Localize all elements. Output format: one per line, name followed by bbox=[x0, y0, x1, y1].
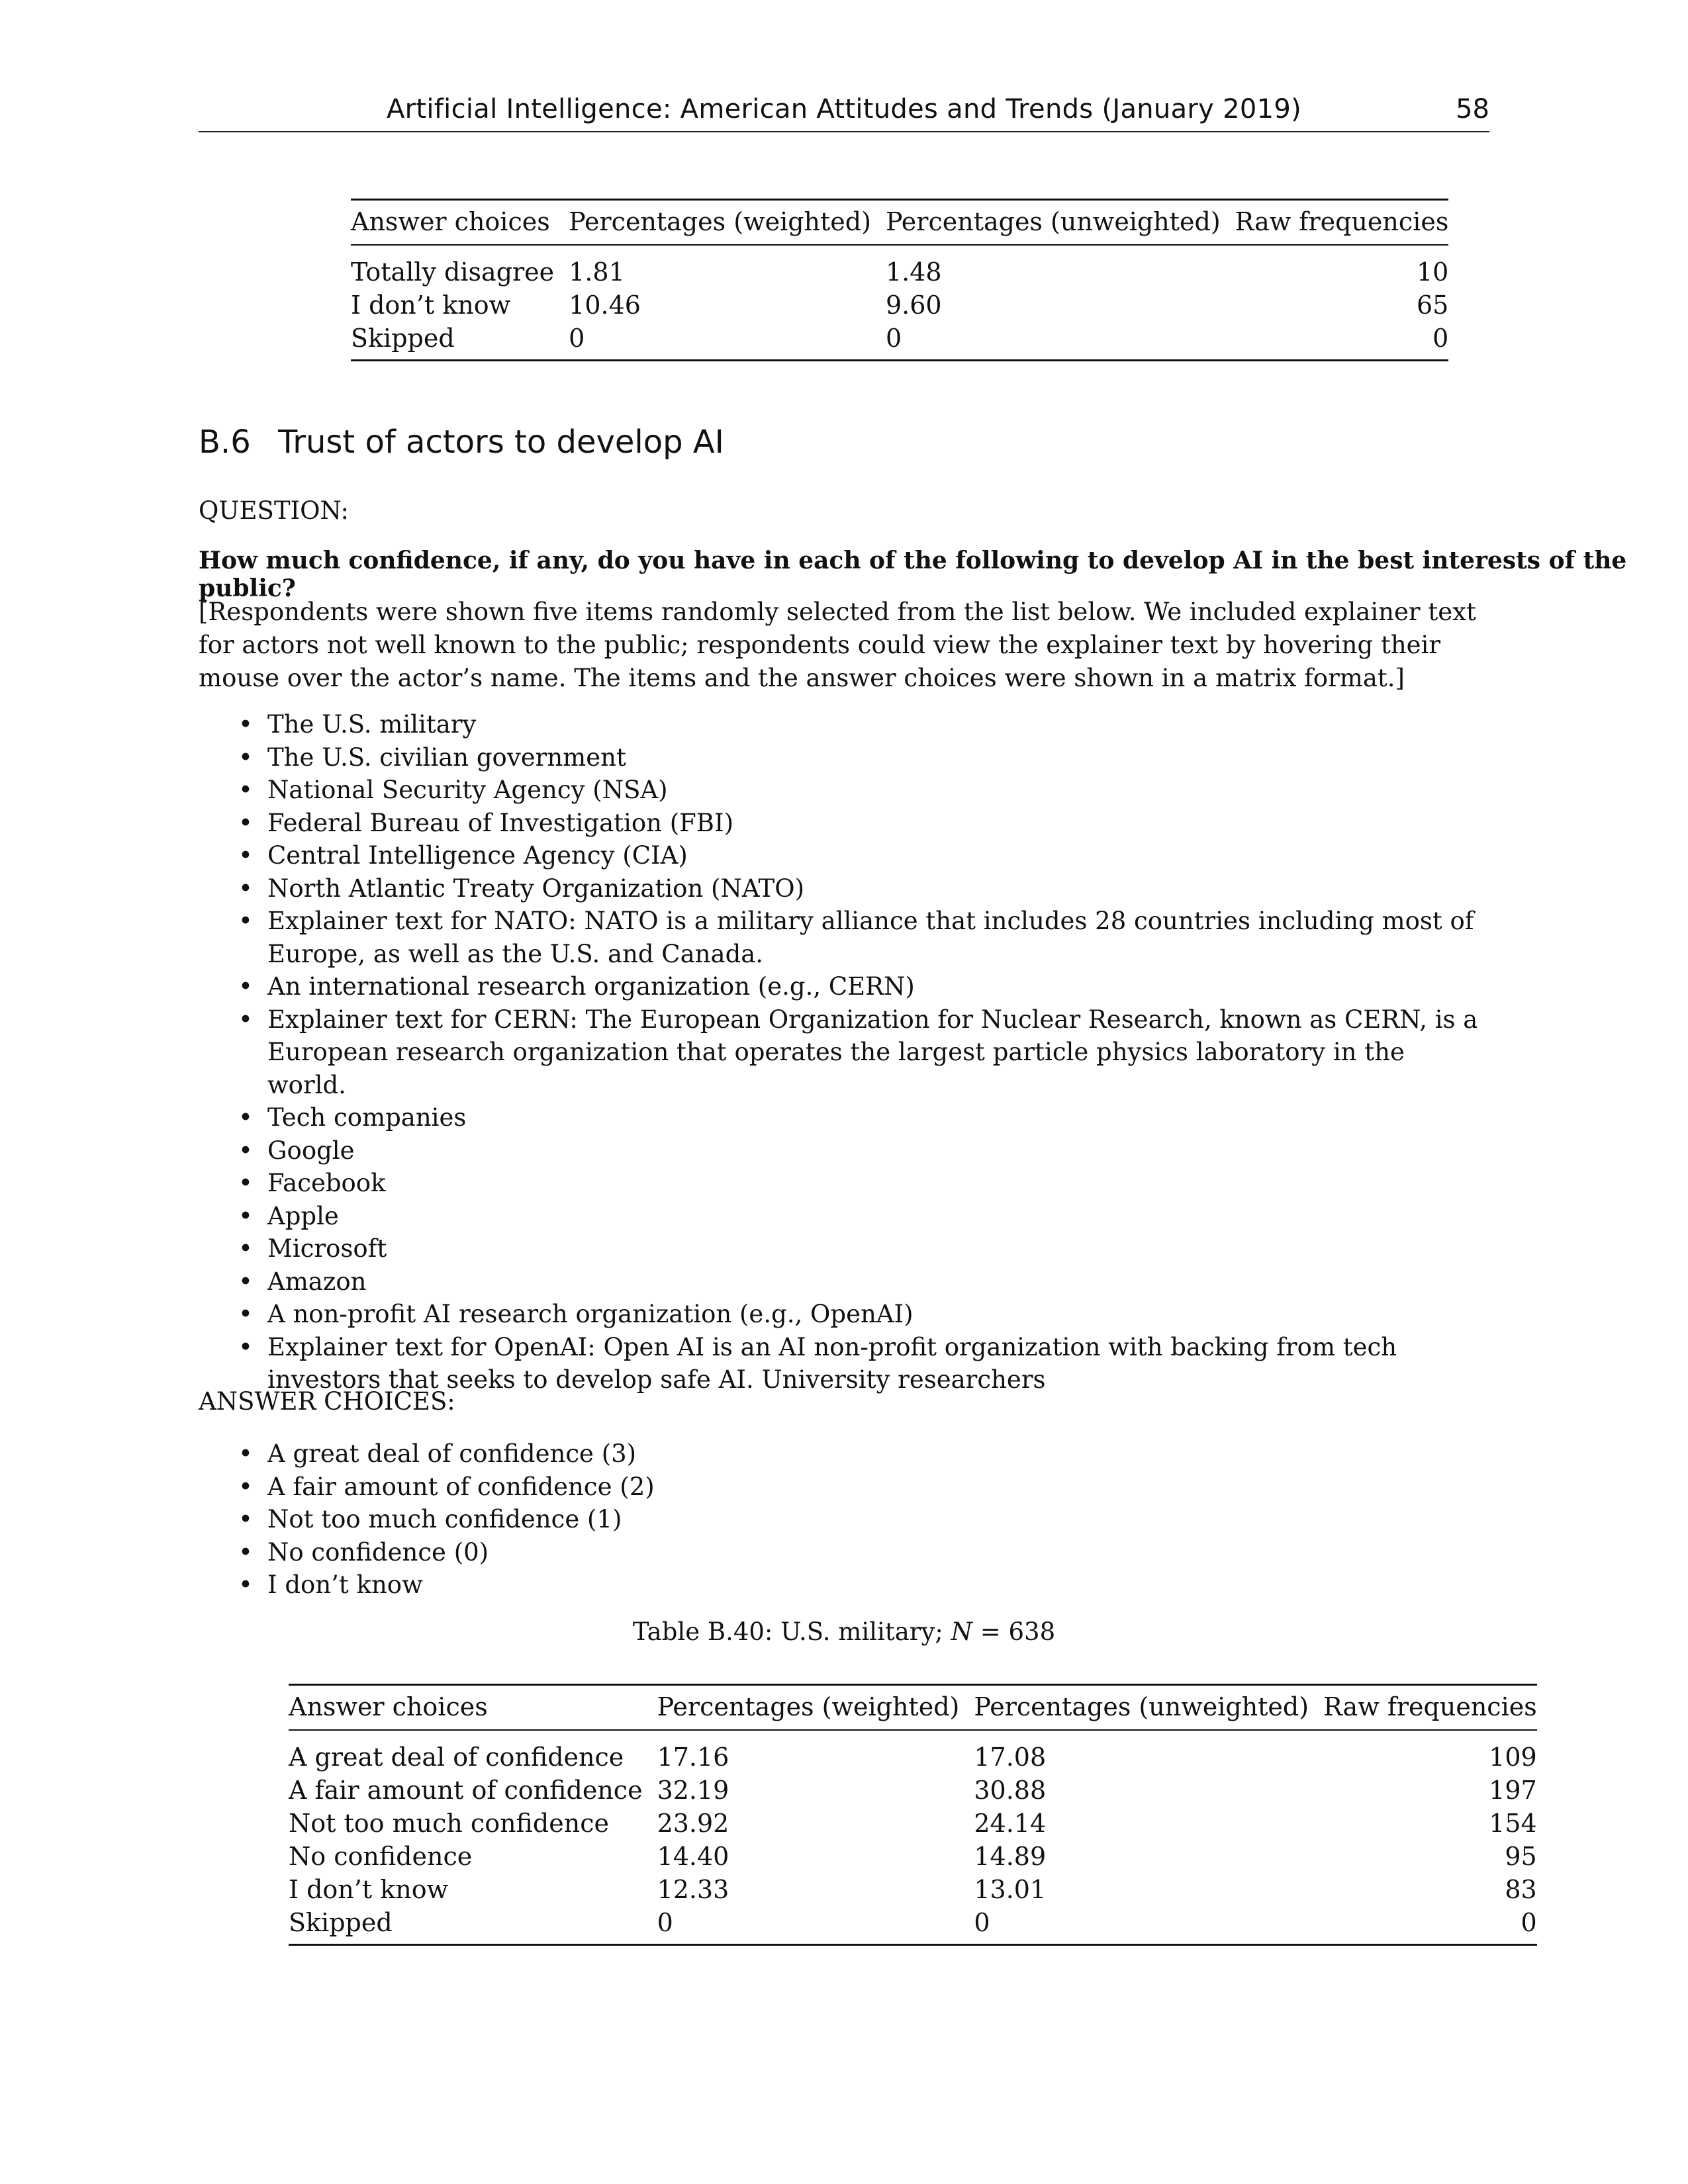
column-header: Percentages (unweighted) bbox=[885, 207, 1221, 236]
list-item: • National Security Agency (NSA) bbox=[238, 774, 1489, 807]
table-cell: I don’t know bbox=[289, 1875, 449, 1904]
list-item: • A non-profit AI research organization (e.g., OpenAI) bbox=[238, 1298, 1489, 1331]
column-header: Percentages (unweighted) bbox=[974, 1692, 1309, 1721]
table-row bbox=[289, 1840, 1537, 1873]
table-cell: 0 bbox=[1432, 324, 1449, 353]
table-cell: 0 bbox=[569, 324, 585, 353]
table-cell: 109 bbox=[1489, 1743, 1537, 1772]
section-number: B.6 bbox=[199, 424, 251, 461]
table-cell: 0 bbox=[885, 324, 902, 353]
table-cell: 154 bbox=[1489, 1809, 1537, 1838]
previous-results-table bbox=[351, 199, 1448, 361]
table-cell: 197 bbox=[1489, 1776, 1537, 1805]
list-item: • An international research organization (e.g., CERN) bbox=[238, 970, 1489, 1003]
list-item: • Explainer text for NATO: NATO is a military alliance that includes 28 countries including most of Europe, as well as the U.S. and Canada. bbox=[238, 905, 1489, 970]
bullet-icon: • bbox=[238, 1201, 253, 1230]
answer-choices-label: ANSWER CHOICES: bbox=[199, 1387, 455, 1416]
actor-list bbox=[238, 708, 1489, 1396]
table-row bbox=[289, 1906, 1537, 1945]
table-cell: 17.16 bbox=[657, 1743, 729, 1772]
table-cell: 0 bbox=[974, 1908, 990, 1937]
table-cell: 32.19 bbox=[657, 1776, 729, 1805]
column-header: Answer choices bbox=[351, 207, 550, 236]
list-item: • North Atlantic Treaty Organization (NATO) bbox=[238, 872, 1489, 905]
bullet-icon: • bbox=[238, 1472, 253, 1501]
list-item: • No confidence (0) bbox=[238, 1536, 1489, 1569]
list-item: • Facebook bbox=[238, 1167, 1489, 1200]
table-cell: 14.89 bbox=[974, 1842, 1047, 1871]
table-row bbox=[351, 322, 1448, 361]
table-cell: 24.14 bbox=[974, 1809, 1047, 1838]
running-head bbox=[199, 90, 1489, 132]
table-row bbox=[351, 245, 1448, 289]
table-cell: 1.81 bbox=[569, 257, 625, 287]
bullet-icon: • bbox=[238, 1234, 253, 1263]
list-item: • A fair amount of confidence (2) bbox=[238, 1471, 1489, 1504]
table-row bbox=[351, 289, 1448, 322]
table-cell: A fair amount of confidence bbox=[289, 1776, 643, 1805]
table-cell: 23.92 bbox=[657, 1809, 729, 1838]
table-row bbox=[289, 1807, 1537, 1840]
question-text: How much confidence, if any, do you have in each of the following to develop AI in the best interests of the public? bbox=[199, 547, 1627, 602]
table-cell: Totally disagree bbox=[351, 257, 555, 287]
bullet-icon: • bbox=[238, 1537, 253, 1567]
table-header-row bbox=[289, 1685, 1537, 1731]
bullet-icon: • bbox=[238, 1505, 253, 1533]
bullet-icon: • bbox=[238, 1005, 253, 1034]
table-cell: 10 bbox=[1416, 257, 1449, 287]
instructions-paragraph: [Respondents were shown five items randomly selected from the list below. We included explainer text for actors not well known to the public; respondents could view the explainer text by hovering their mouse over the actor’s name. The items and the answer choices were shown in a matrix format.] bbox=[199, 598, 1476, 692]
bullet-icon: • bbox=[238, 1169, 253, 1197]
list-item: • Not too much confidence (1) bbox=[238, 1503, 1489, 1536]
table-caption bbox=[0, 1617, 1688, 1646]
bullet-icon: • bbox=[238, 1300, 253, 1328]
list-item: • Central Intelligence Agency (CIA) bbox=[238, 839, 1489, 872]
answer-choices-list bbox=[238, 1437, 1489, 1602]
table-cell: Not too much confidence bbox=[289, 1809, 609, 1838]
list-item: • The U.S. military bbox=[238, 708, 1489, 741]
table-cell: 13.01 bbox=[974, 1875, 1047, 1904]
bullet-icon: • bbox=[238, 972, 253, 1001]
column-header: Percentages (weighted) bbox=[657, 1692, 960, 1721]
table-cell: 95 bbox=[1505, 1842, 1537, 1871]
list-item: • Explainer text for OpenAI: Open AI is an AI non-profit organization with backing from tech investors that seeks to develop safe AI. University researchers bbox=[238, 1331, 1489, 1396]
section-title: Trust of actors to develop AI bbox=[278, 424, 724, 461]
page-number: 58 bbox=[1456, 94, 1489, 124]
bullet-icon: • bbox=[238, 710, 253, 739]
column-header: Raw frequencies bbox=[1323, 1692, 1537, 1721]
us-military-table bbox=[289, 1684, 1537, 1946]
list-item: • A great deal of confidence (3) bbox=[238, 1437, 1489, 1471]
table-cell: 65 bbox=[1416, 291, 1449, 320]
table-cell: A great deal of confidence bbox=[289, 1743, 624, 1772]
question-label: QUESTION: bbox=[199, 496, 350, 525]
bullet-icon: • bbox=[238, 907, 253, 935]
bullet-icon: • bbox=[238, 1136, 253, 1165]
table-cell: 30.88 bbox=[974, 1776, 1047, 1805]
table-cell: 12.33 bbox=[657, 1875, 729, 1904]
table-row bbox=[289, 1774, 1537, 1807]
caption-n-value: = 638 bbox=[980, 1617, 1056, 1646]
table-cell: 17.08 bbox=[974, 1743, 1047, 1772]
running-head-title: Artificial Intelligence: American Attitudes and Trends (January 2019) bbox=[386, 94, 1302, 124]
bullet-icon: • bbox=[238, 841, 253, 870]
table-cell: Skipped bbox=[289, 1908, 393, 1937]
table-cell: 10.46 bbox=[569, 291, 641, 320]
table-cell: 0 bbox=[1521, 1908, 1537, 1937]
table-row bbox=[289, 1730, 1537, 1774]
table-cell: Skipped bbox=[351, 324, 455, 353]
caption-prefix: Table B.40: U.S. military; bbox=[632, 1617, 943, 1646]
list-item: • Microsoft bbox=[238, 1232, 1489, 1265]
column-header: Answer choices bbox=[289, 1692, 488, 1721]
bullet-icon: • bbox=[238, 874, 253, 903]
bullet-icon: • bbox=[238, 1103, 253, 1132]
table-cell: 83 bbox=[1505, 1875, 1537, 1904]
list-item: • Federal Bureau of Investigation (FBI) bbox=[238, 807, 1489, 840]
list-item: • Explainer text for CERN: The European Organization for Nuclear Research, known as CERN, is a European research organization that operates the largest particle physics laboratory in the world. bbox=[238, 1003, 1489, 1102]
column-header: Raw frequencies bbox=[1235, 207, 1449, 236]
list-item: • The U.S. civilian government bbox=[238, 741, 1489, 774]
bullet-icon: • bbox=[238, 776, 253, 804]
bullet-icon: • bbox=[238, 743, 253, 772]
bullet-icon: • bbox=[238, 1570, 253, 1599]
table-row bbox=[289, 1873, 1537, 1906]
list-item: • Amazon bbox=[238, 1265, 1489, 1298]
table-cell: 9.60 bbox=[885, 291, 942, 320]
column-header: Percentages (weighted) bbox=[569, 207, 871, 236]
bullet-icon: • bbox=[238, 1439, 253, 1468]
table-cell: 14.40 bbox=[657, 1842, 729, 1871]
bullet-icon: • bbox=[238, 1332, 253, 1361]
bullet-icon: • bbox=[238, 808, 253, 837]
bullet-icon: • bbox=[238, 1267, 253, 1296]
table-cell: No confidence bbox=[289, 1842, 473, 1871]
list-item: • I don’t know bbox=[238, 1569, 1489, 1602]
table-cell: 1.48 bbox=[885, 257, 942, 287]
table-header-row bbox=[351, 200, 1448, 246]
caption-n-symbol: N bbox=[951, 1617, 972, 1646]
section-heading bbox=[199, 424, 724, 461]
table-cell: 0 bbox=[657, 1908, 673, 1937]
list-item: • Apple bbox=[238, 1200, 1489, 1233]
list-item: • Google bbox=[238, 1134, 1489, 1167]
table-cell: I don’t know bbox=[351, 291, 511, 320]
list-item: • Tech companies bbox=[238, 1101, 1489, 1134]
